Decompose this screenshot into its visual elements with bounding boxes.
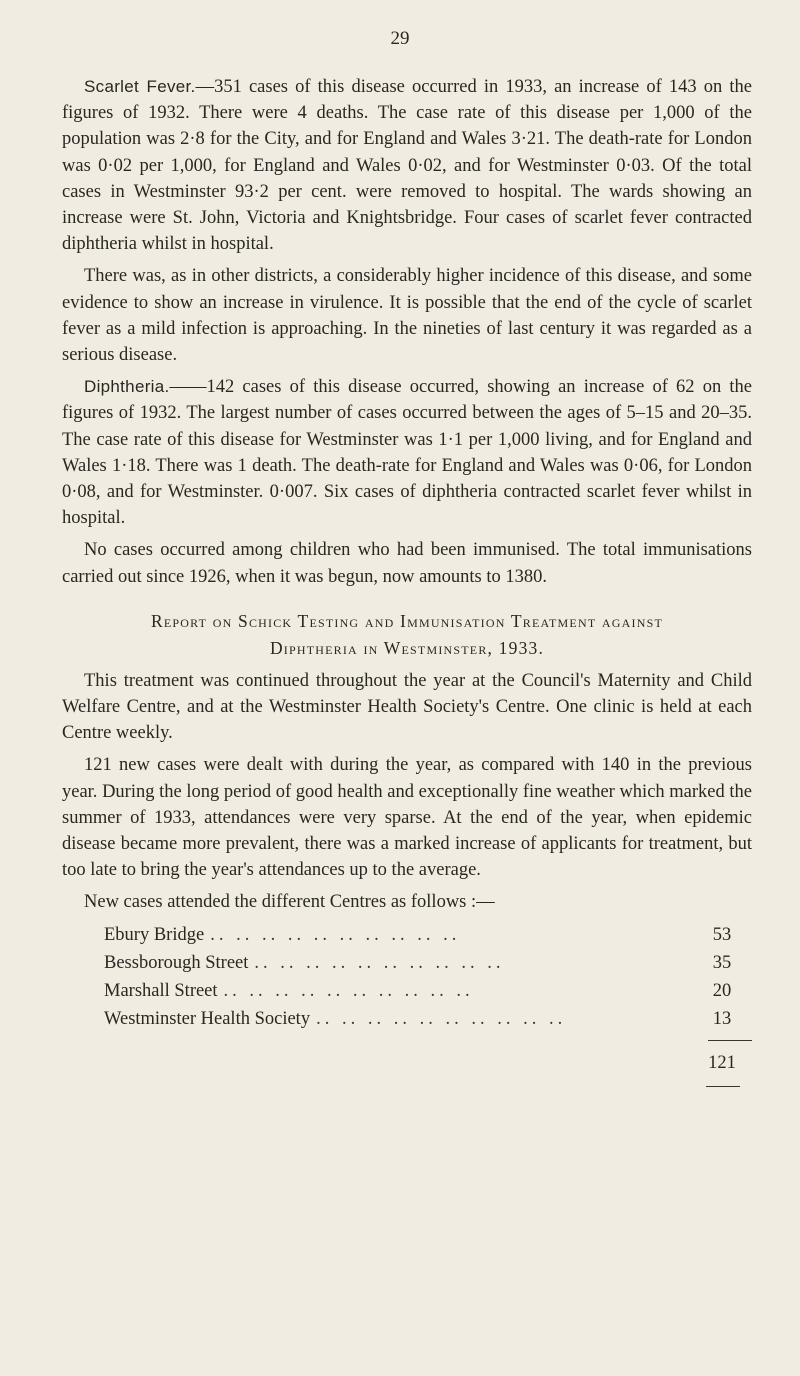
report-paragraph-1: This treatment was continued throughout the year at the Council's Maternity and Child Welfare Centre, and at the Westminster Health Society's Centre. One clinic is held at each Centre weekly. — [62, 670, 752, 744]
centre-name: Westminster Health Society — [104, 1008, 311, 1029]
centres-intro: New cases attended the different Centres as follows :— — [84, 892, 495, 913]
centres-list — [62, 922, 752, 1098]
leader-dots: .. .. .. .. .. .. .. .. .. .. — [223, 980, 474, 1001]
diphtheria-text: ——142 cases of this disease occurred, showing an increase of 62 on the figures of 1932. The largest number of cases occurred between the ages of 5–15 and 20–35. The case rate of this disease for Westminster was 1·1 per 1,000 living, and for England and Wales 1·18. There was 1 death. The death-rate for England and Wales was 0·06, for London 0·08, and for Westminster. 0·007. Six cases of diphtheria contracted scarlet fever whilst in hospital. — [62, 377, 752, 529]
centre-count: 20 — [712, 980, 732, 1001]
total-rule-top — [708, 1040, 752, 1041]
centre-row — [62, 978, 752, 1006]
centre-name: Marshall Street — [104, 980, 218, 1001]
centre-row — [62, 1006, 752, 1034]
diphtheria-paragraph-2: No cases occurred among children who had been immunised. The total immunisations carried out since 1926, when it was begun, now amounts to 1380. — [62, 540, 752, 587]
centre-count: 13 — [712, 1008, 732, 1029]
total-rule-bottom — [706, 1086, 740, 1087]
page-number: 29 — [390, 28, 410, 49]
centre-name: Bessborough Street — [104, 952, 249, 973]
scarlet-fever-paragraph-2: There was, as in other districts, a considerably higher incidence of this disease, and some evidence to show an increase in virulence. It is possible that the end of the cycle of scarlet fever as a mild infection is approaching. In the nineties of last century it was regarded as a serious disease. — [62, 266, 752, 366]
centre-name: Ebury Bridge — [104, 924, 205, 945]
scarlet-fever-paragraph — [62, 74, 752, 257]
centre-row — [62, 922, 752, 950]
centre-row — [62, 950, 752, 978]
report-heading — [62, 608, 752, 662]
scarlet-fever-heading: Scarlet Fever. — [84, 77, 196, 96]
leader-dots: .. .. .. .. .. .. .. .. .. .. — [210, 924, 461, 945]
total-block — [62, 1034, 752, 1098]
report-heading-line-2: Diphtheria in Westminster, 1933. — [269, 637, 545, 658]
page-body — [62, 74, 752, 1098]
centre-count: 35 — [712, 952, 732, 973]
total-value: 121 — [708, 1052, 736, 1073]
diphtheria-heading: Diphtheria. — [84, 377, 170, 397]
leader-dots: .. .. .. .. .. .. .. .. .. .. — [316, 1008, 567, 1029]
diphtheria-paragraph — [62, 374, 752, 531]
scarlet-fever-text: —351 cases of this disease occurred in 1933, an increase of 143 on the figures of 1932. There were 4 deaths. The case rate of this disease per 1,000 of the population was 2·8 for the City, and for England and Wales 3·21. The death-rate for London was 0·02 per 1,000, for England and Wales 0·02, and for Westminster 0·03. Of the total cases in Westminster 93·2 per cent. were removed to hospital. The wards showing an increase were St. John, Victoria and Knightsbridge. Four cases of scarlet fever contracted diphtheria whilst in hospital. — [62, 77, 752, 255]
report-paragraph-2: 121 new cases were dealt with during the year, as compared with 140 in the previous year. During the long period of good health and exceptionally fine weather which marked the summer of 1933, attendances were very sparse. At the end of the year, when epidemic disease became more prevalent, there was a marked increase of applicants for treatment, but too late to bring the year's attendances up to the average. — [62, 755, 752, 881]
report-heading-line-1: Report on Schick Testing and Immunisation Treatment against — [150, 610, 663, 631]
leader-dots: .. .. .. .. .. .. .. .. .. .. — [254, 952, 505, 973]
centre-count: 53 — [712, 924, 732, 945]
